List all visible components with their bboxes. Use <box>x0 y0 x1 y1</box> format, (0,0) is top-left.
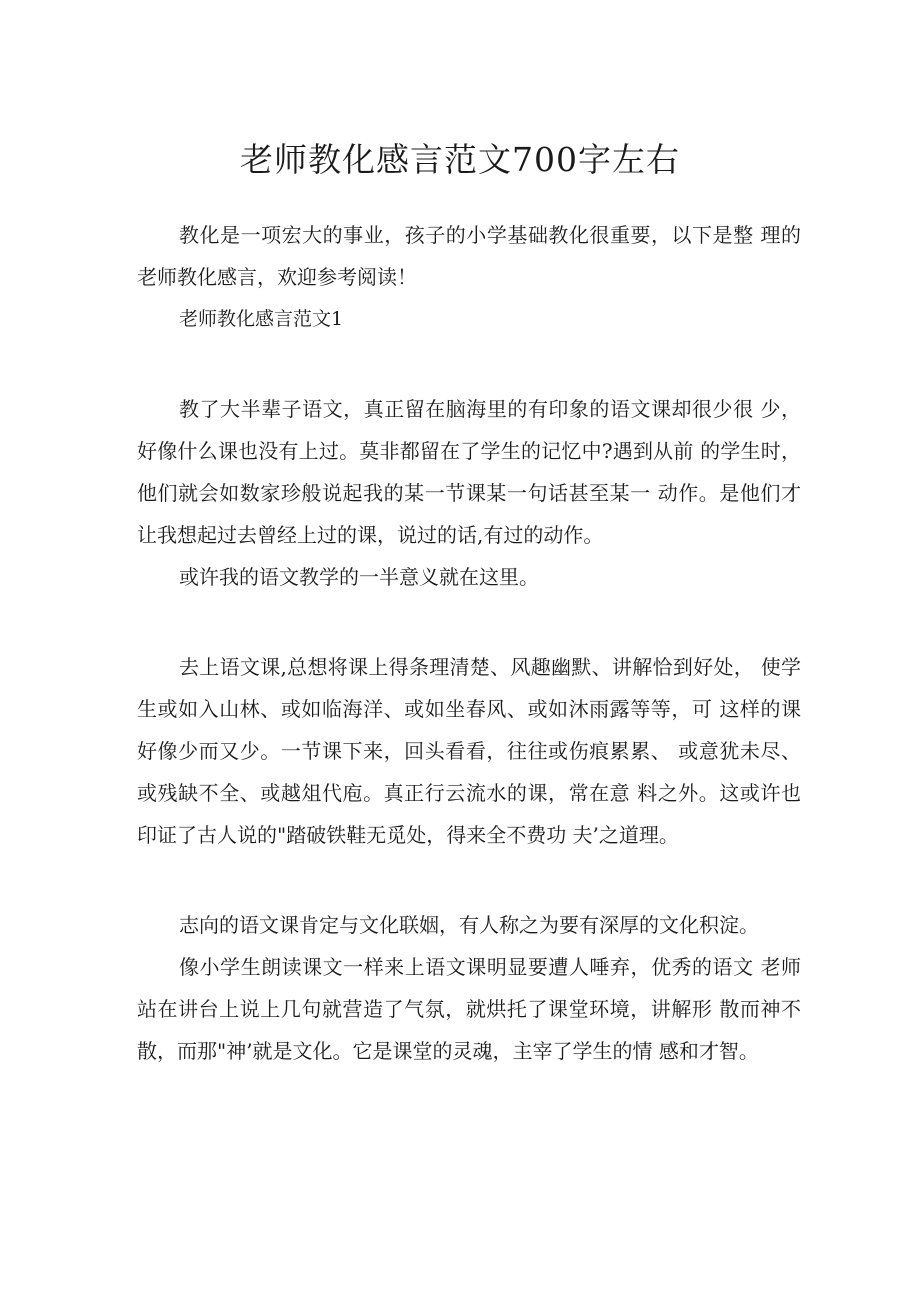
body-paragraph-5: 像小学生朗读课文一样来上语文课明显要遭人唾弃，优秀的语文 老师站在讲台上说上几句就营造了气氛，就烘托了课堂环境，讲解形 散而神不散，而那"神’就是文化。它是课堂的灵魂，主宰了学生的情 感和才智。 <box>137 955 801 1063</box>
document-body <box>137 214 801 1072</box>
body-paragraph-3: 去上语文课,总想将课上得条理清楚、风趣幽默、讲解恰到好处， 使学生或如入山林、或如临海洋、或如坐春风、或如沐雨露等等，可 这样的课好像少而又少。一节课下来，回头看看，往往或伤痕累累、 或意犹未尽、或残缺不全、或越俎代庖。真正行云流水的课，常在意 料之外。这或许也印证了古人说的"踏破铁鞋无觅处，得来全不费功 夫’之道理。 <box>137 655 801 847</box>
intro-paragraph: 教化是一项宏大的事业，孩子的小学基础教化很重要，以下是整 理的老师教化感言，欢迎参考阅读！ <box>137 223 801 289</box>
body-paragraph-4: 志向的语文课肯定与文化联姻，有人称之为要有深厚的文化积淀。 <box>179 913 759 937</box>
paragraph-gap <box>137 598 801 646</box>
document-title: 老师教化感言范文700字左右 <box>240 140 680 179</box>
paragraph-gap <box>137 340 801 388</box>
section-heading: 老师教化感言范文1 <box>179 308 344 330</box>
paragraph-gap <box>137 856 801 904</box>
body-paragraph-2: 或许我的语文教学的一半意义就在这里。 <box>179 565 539 589</box>
body-paragraph-1: 教了大半辈子语文，真正留在脑海里的有印象的语文课却很少很 少，好像什么课也没有上过。莫非都留在了学生的记忆中?遇到从前 的学生时，他们就会如数家珍般说起我的某一节课某一句话甚至某一 动作。是他们才让我想起过去曾经上过的课，说过的话,有过的动作。 <box>137 397 801 547</box>
